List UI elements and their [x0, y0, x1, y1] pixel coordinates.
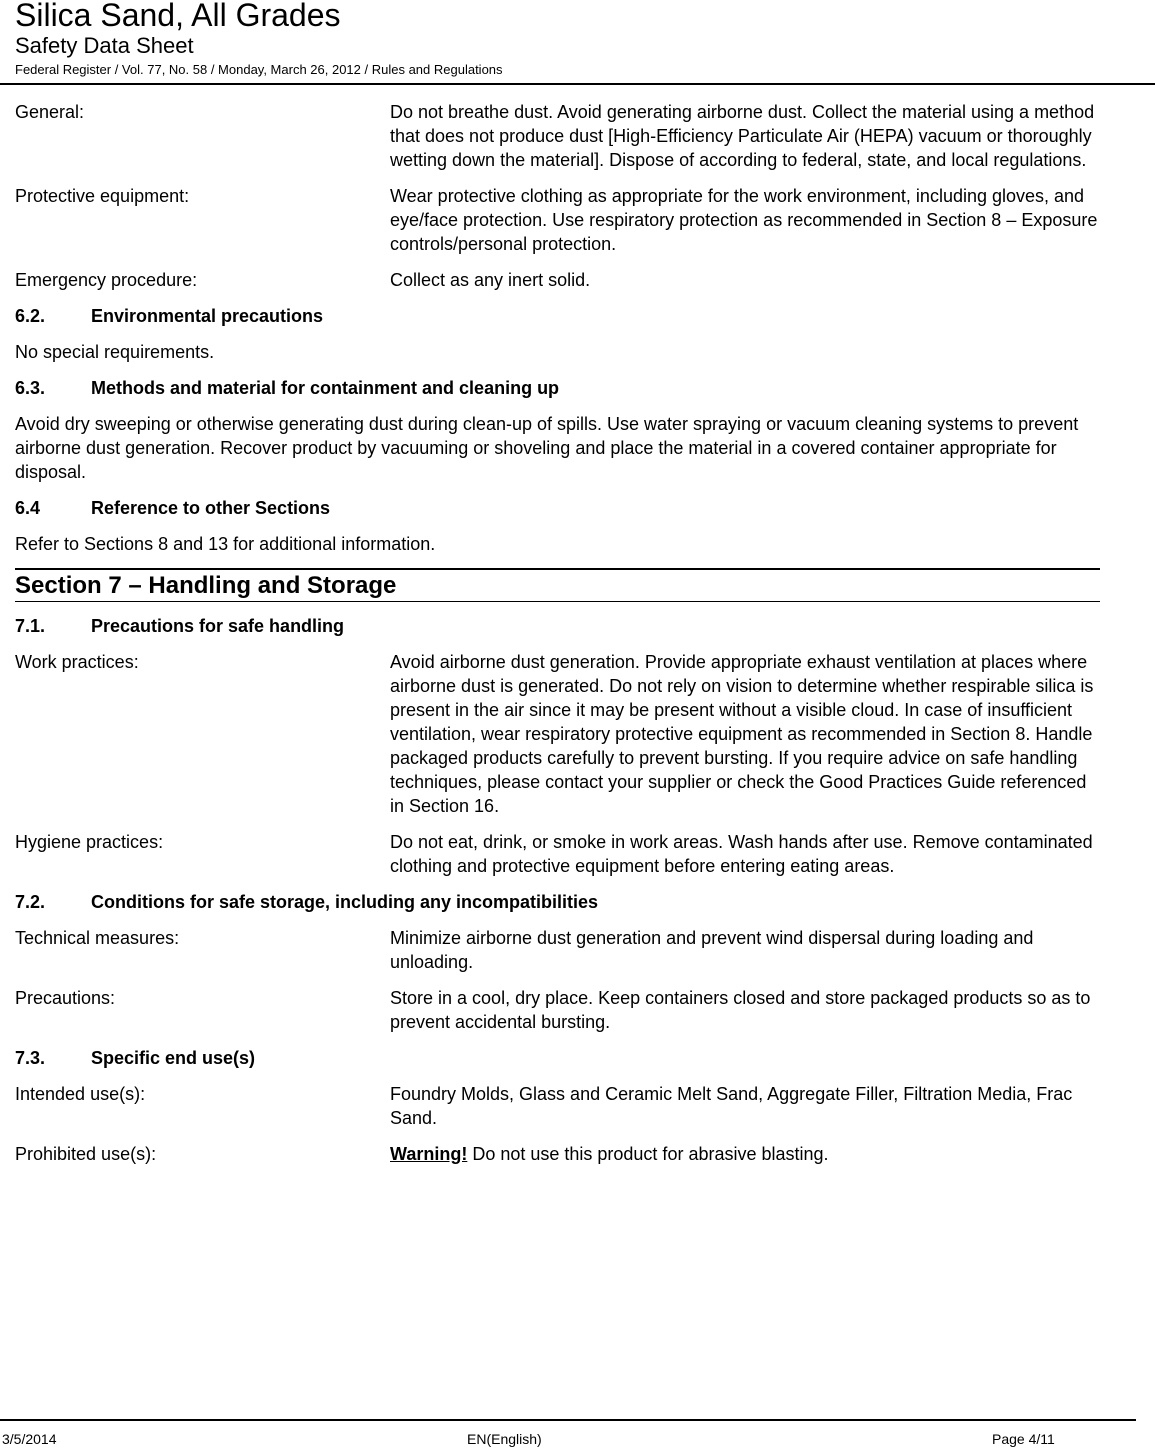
intended-use-row — [15, 1082, 1100, 1130]
subsection-number: 7.2. — [15, 892, 46, 912]
subsection-heading-7-2 — [15, 890, 1100, 914]
row-value: Foundry Molds, Glass and Ceramic Melt Sand, Aggregate Filler, Filtration Media, Frac Sand. — [390, 1084, 1073, 1128]
subsection-heading-6-4 — [15, 496, 1100, 520]
precautions-row — [15, 986, 1100, 1034]
protective-equipment-row — [15, 184, 1100, 256]
subsection-title: Reference to other Sections — [91, 498, 331, 518]
subsection-number: 7.3. — [15, 1048, 46, 1068]
row-value: Wear protective clothing as appropriate for the work environment, including gloves, and eye/face protection. Use respiratory protection as recommended in Section 8 – Exposure controls/personal protection. — [390, 186, 1098, 254]
hygiene-practices-row — [15, 830, 1100, 878]
subsection-number: 6.4 — [15, 498, 41, 518]
row-value: Store in a cool, dry place. Keep containers closed and store packaged products so as to prevent accidental bursting. — [390, 988, 1091, 1032]
row-value: Do not breathe dust. Avoid generating airborne dust. Collect the material using a method that does not produce dust [High-Efficiency Particulate Air (HEPA) vacuum or thoroughly wetting down the material]. Dispose of according to federal, state, and local regulations. — [390, 102, 1095, 170]
footer-page-number: Page 4/11 — [992, 1431, 1055, 1447]
prohibited-use-row — [15, 1142, 1100, 1166]
emergency-procedure-row — [15, 268, 1100, 292]
technical-measures-row — [15, 926, 1100, 974]
row-value: Collect as any inert solid. — [390, 270, 591, 290]
subsection-heading-6-2 — [15, 304, 1100, 328]
work-practices-row — [15, 650, 1100, 818]
section-7-heading: Section 7 – Handling and Storage — [15, 568, 1100, 602]
page-content — [15, 100, 1100, 1178]
subsection-heading-6-3 — [15, 376, 1100, 400]
row-label: Technical measures: — [15, 928, 180, 948]
row-label: Protective equipment: — [15, 186, 190, 206]
row-value: Do not eat, drink, or smoke in work areas. Wash hands after use. Remove contaminated clothing and protective equipment before entering eating areas. — [390, 832, 1093, 876]
subsection-title: Environmental precautions — [91, 306, 324, 326]
subsection-heading-7-3 — [15, 1046, 1100, 1070]
paragraph: Avoid dry sweeping or otherwise generating dust during clean-up of spills. Use water spraying or vacuum cleaning systems to prevent airborne dust generation. Recover product by vacuuming or shoveling and place the material in a covered container appropriate for disposal. — [15, 414, 1079, 482]
subsection-title: Specific end use(s) — [91, 1048, 256, 1068]
footer-date: 3/5/2014 — [2, 1431, 57, 1447]
subsection-title: Conditions for safe storage, including any incompatibilities — [91, 892, 599, 912]
federal-register-line: Federal Register / Vol. 77, No. 58 / Monday, March 26, 2012 / Rules and Regulations — [15, 62, 503, 77]
row-label: Intended use(s): — [15, 1084, 146, 1104]
header-divider — [0, 83, 1155, 85]
footer-divider — [0, 1419, 1136, 1421]
subsection-number: 6.3. — [15, 378, 46, 398]
subsection-number: 7.1. — [15, 616, 46, 636]
row-label: Hygiene practices: — [15, 832, 164, 852]
row-label: Work practices: — [15, 652, 139, 672]
row-label: Emergency procedure: — [15, 270, 198, 290]
row-value: Minimize airborne dust generation and prevent wind dispersal during loading and unloading. — [390, 928, 1034, 972]
footer-language: EN(English) — [467, 1431, 542, 1447]
warning-label: Warning! — [390, 1144, 468, 1164]
subsection-heading-7-1 — [15, 614, 1100, 638]
subsection-number: 6.2. — [15, 306, 46, 326]
row-label: General: — [15, 102, 85, 122]
subsection-title: Methods and material for containment and cleaning up — [91, 378, 560, 398]
subsection-title: Precautions for safe handling — [91, 616, 345, 636]
row-label: Precautions: — [15, 988, 116, 1008]
row-value: Avoid airborne dust generation. Provide appropriate exhaust ventilation at places where airborne dust is generated. Do not rely on vision to determine whether respirable silica is present in the air since it may be present without a visible cloud. In case of insufficient ventilation, wear respiratory protective equipment as recommended in Section 8. Handle packaged products carefully to prevent bursting. If you require advice on safe handling techniques, please contact your supplier or check the Good Practices Guide referenced in Section 16. — [390, 652, 1094, 816]
paragraph: No special requirements. — [15, 342, 215, 362]
document-subtitle: Safety Data Sheet — [15, 33, 194, 58]
paragraph: Refer to Sections 8 and 13 for additional information. — [15, 534, 436, 554]
prohibited-text: Do not use this product for abrasive blasting. — [467, 1144, 829, 1164]
document-header — [15, 0, 503, 78]
general-row — [15, 100, 1100, 172]
document-title: Silica Sand, All Grades — [15, 0, 341, 33]
row-value — [390, 1142, 1100, 1166]
row-label: Prohibited use(s): — [15, 1144, 157, 1164]
